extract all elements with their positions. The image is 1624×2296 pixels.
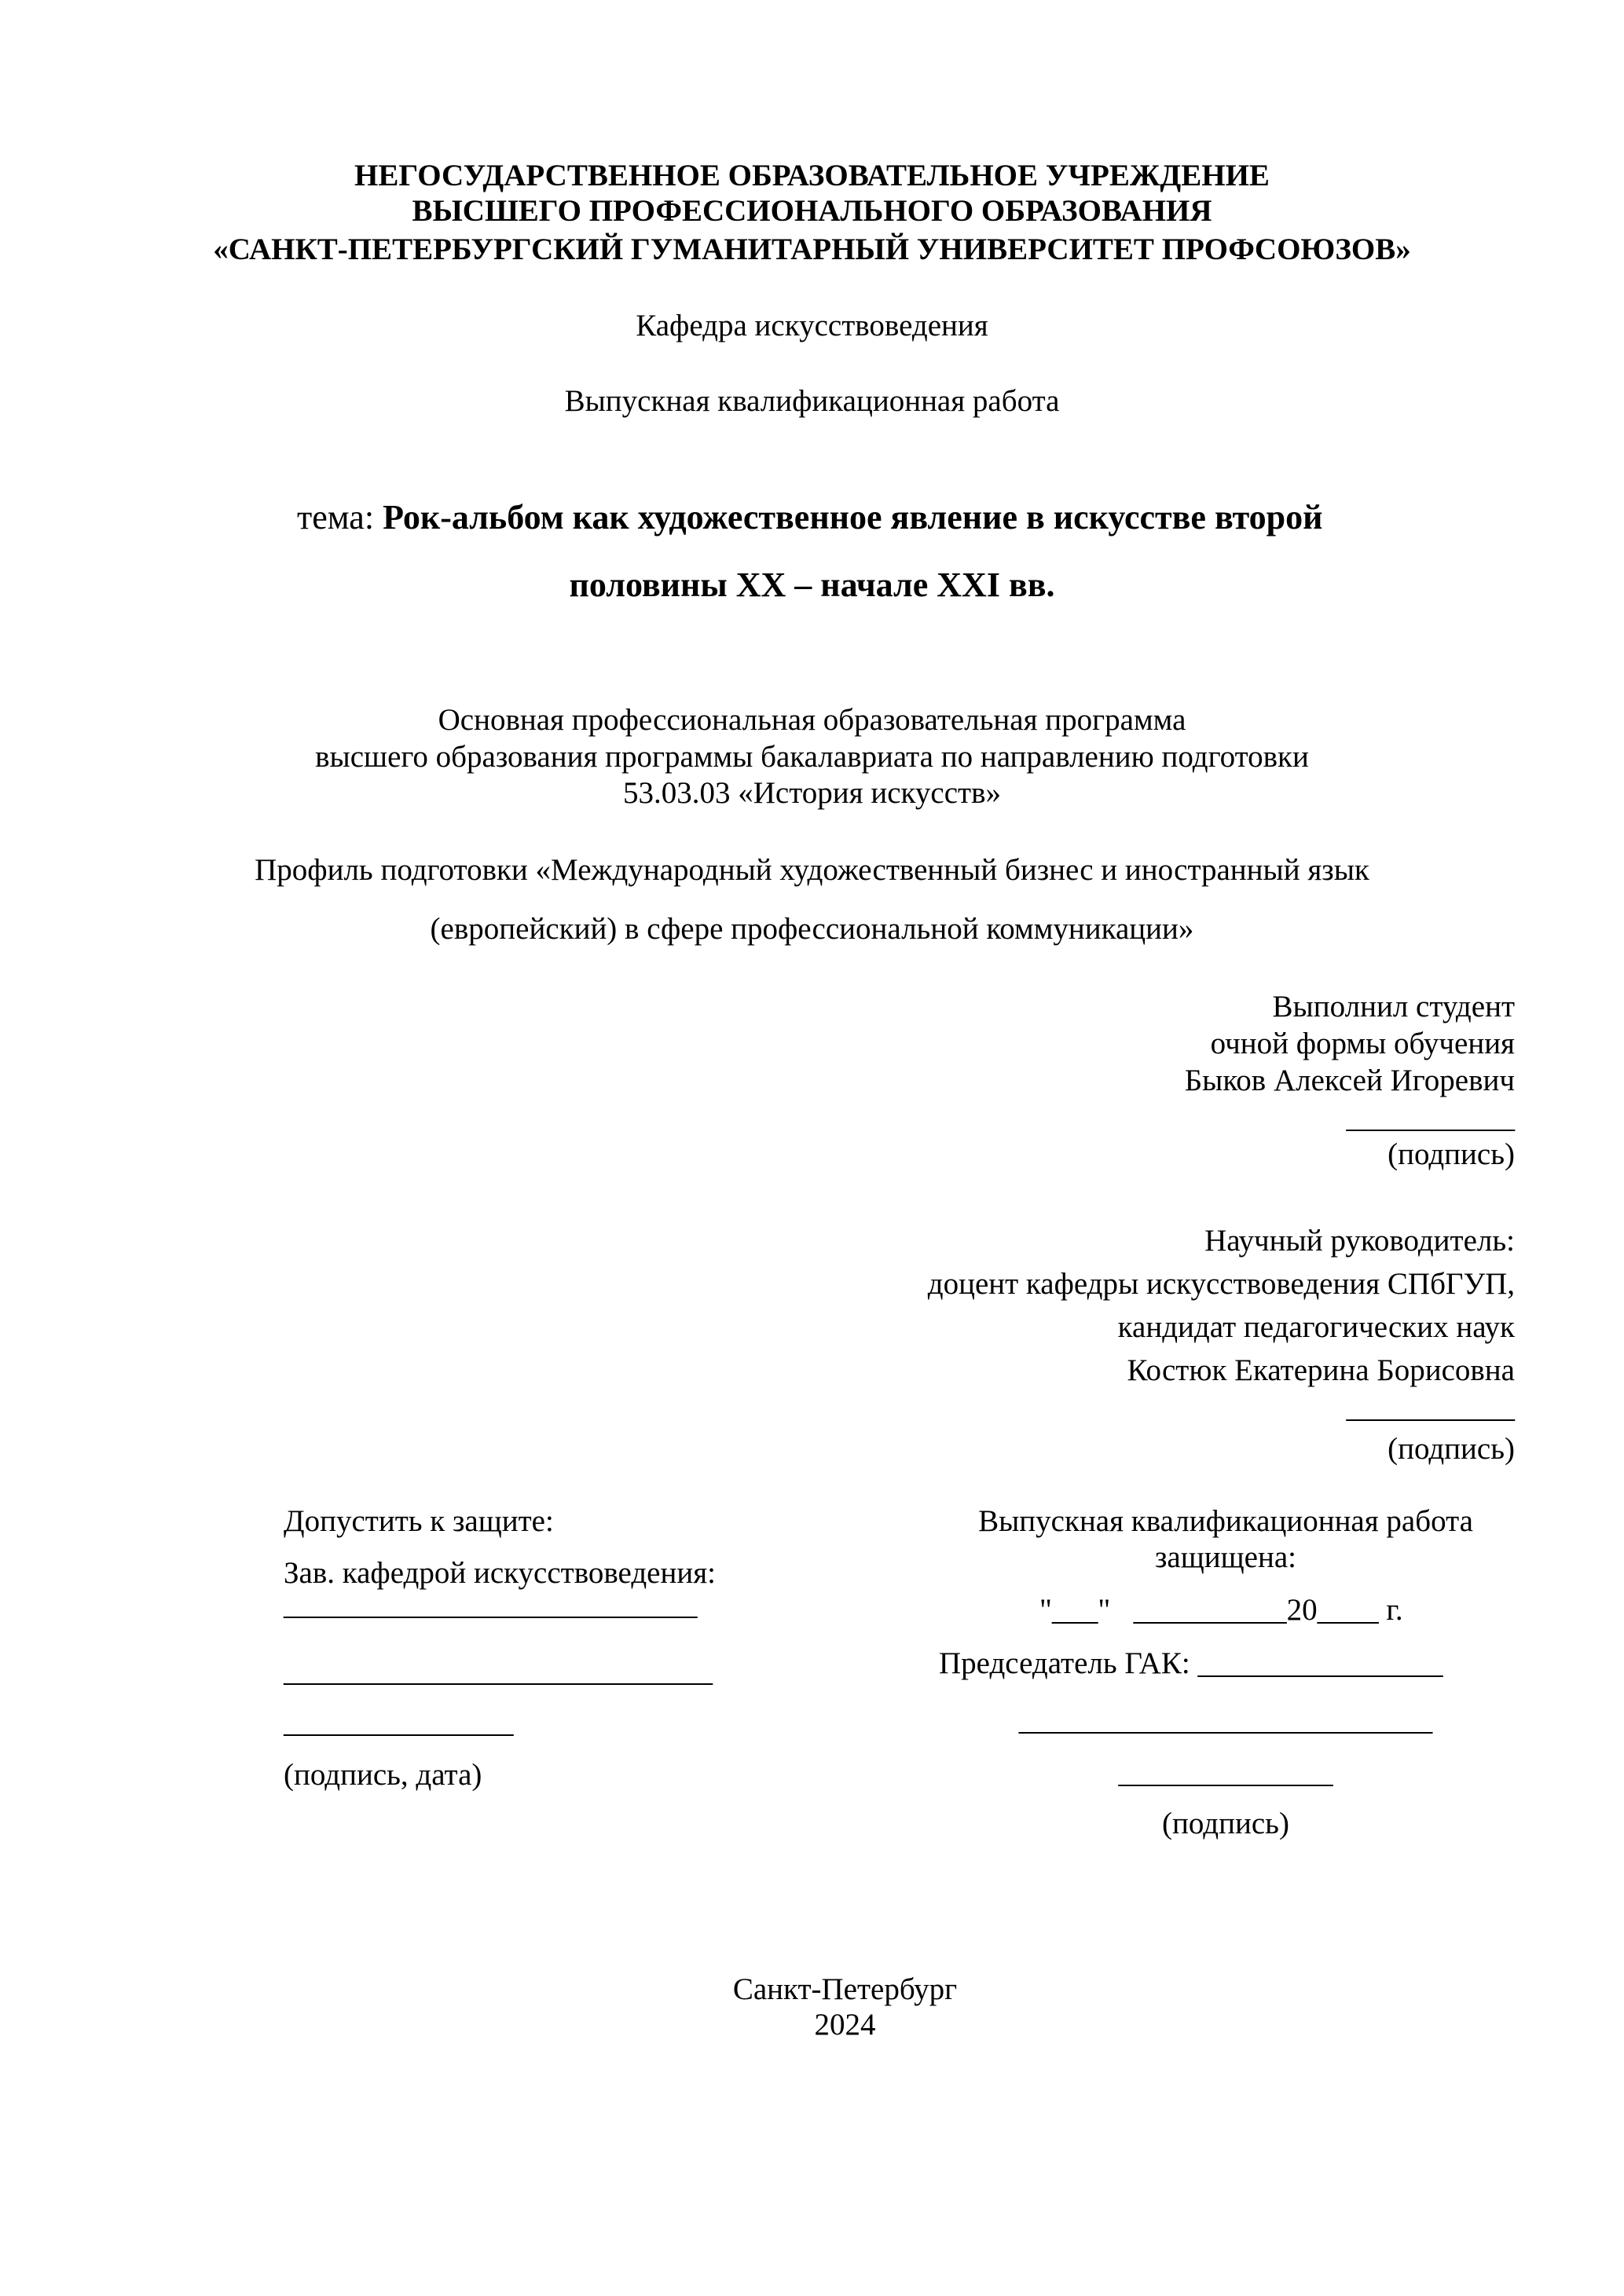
student-name: Быков Алексей Игоревич	[1184, 1064, 1515, 1097]
institution-line-3: «САНКТ-ПЕТЕРБУРГСКИЙ ГУМАНИТАРНЫЙ УНИВЕРСИТЕТ ПРОФСОЮЗОВ»	[213, 233, 1411, 266]
defense-line-2: защищена:	[1155, 1540, 1296, 1574]
defense-blank-2: ______________	[1118, 1756, 1333, 1789]
program-line-3: 53.03.03 «История искусств»	[623, 776, 1001, 810]
defense-blank-1: ___________________________	[1018, 1703, 1433, 1737]
student-line-1: Выполнил студент	[1272, 990, 1515, 1023]
student-signature-label: (подпись)	[1388, 1137, 1515, 1171]
work-type: Выпускная квалификационная работа	[564, 384, 1060, 418]
supervisor-degree: кандидат педагогических наук	[1117, 1310, 1515, 1344]
admission-title: Допустить к защите:	[284, 1504, 554, 1538]
admission-label: (подпись, дата)	[284, 1758, 482, 1792]
supervisor-signature-label: (подпись)	[1388, 1432, 1515, 1466]
topic-line-2: половины XX – начале XXI вв.	[569, 566, 1055, 604]
defense-chairman: Председатель ГАК: ________________	[939, 1646, 1443, 1680]
profile-line-2: (европейский) в сфере профессиональной коммуникации»	[430, 912, 1194, 946]
student-signature-line: ___________	[1346, 1100, 1515, 1134]
footer-city: Санкт-Петербург	[732, 1972, 958, 2006]
admission-blank-3: _______________	[284, 1705, 514, 1739]
program-line-1: Основная профессиональная образовательная программа	[438, 703, 1186, 737]
supervisor-title: Научный руководитель:	[1204, 1224, 1515, 1258]
admission-head: Зав. кафедрой искусствоведения:	[284, 1556, 716, 1590]
admission-blank-2: ____________________________	[284, 1654, 713, 1688]
department: Кафедра искусствоведения	[636, 309, 988, 342]
profile-line-1: Профиль подготовки «Международный художественный бизнес и иностранный язык	[255, 853, 1369, 887]
supervisor-signature-line: ___________	[1346, 1390, 1515, 1424]
supervisor-name: Костюк Екатерина Борисовна	[1127, 1353, 1515, 1387]
topic-line-1	[297, 500, 1322, 535]
institution-line-1: НЕГОСУДАРСТВЕННОЕ ОБРАЗОВАТЕЛЬНОЕ УЧРЕЖДЕНИЕ	[354, 159, 1270, 192]
defense-date: "___" __________20____ г.	[1039, 1593, 1403, 1627]
supervisor-position: доцент кафедры искусствоведения СПбГУП,	[927, 1267, 1515, 1301]
topic-prefix: тема:	[297, 498, 375, 536]
topic-title-1: Рок-альбом как художественное явление в искусстве второй	[383, 498, 1323, 536]
program-line-2: высшего образования программы бакалавриата по направлению подготовки	[315, 740, 1309, 774]
admission-blank-1: ___________________________	[284, 1587, 698, 1621]
defense-signature-label: (подпись)	[1162, 1807, 1289, 1840]
defense-line-1: Выпускная квалификационная работа	[978, 1504, 1473, 1538]
student-line-2: очной формы обучения	[1210, 1027, 1515, 1060]
institution-line-2: ВЫСШЕГО ПРОФЕССИОНАЛЬНОГО ОБРАЗОВАНИЯ	[412, 194, 1212, 228]
footer-year: 2024	[814, 2008, 876, 2041]
